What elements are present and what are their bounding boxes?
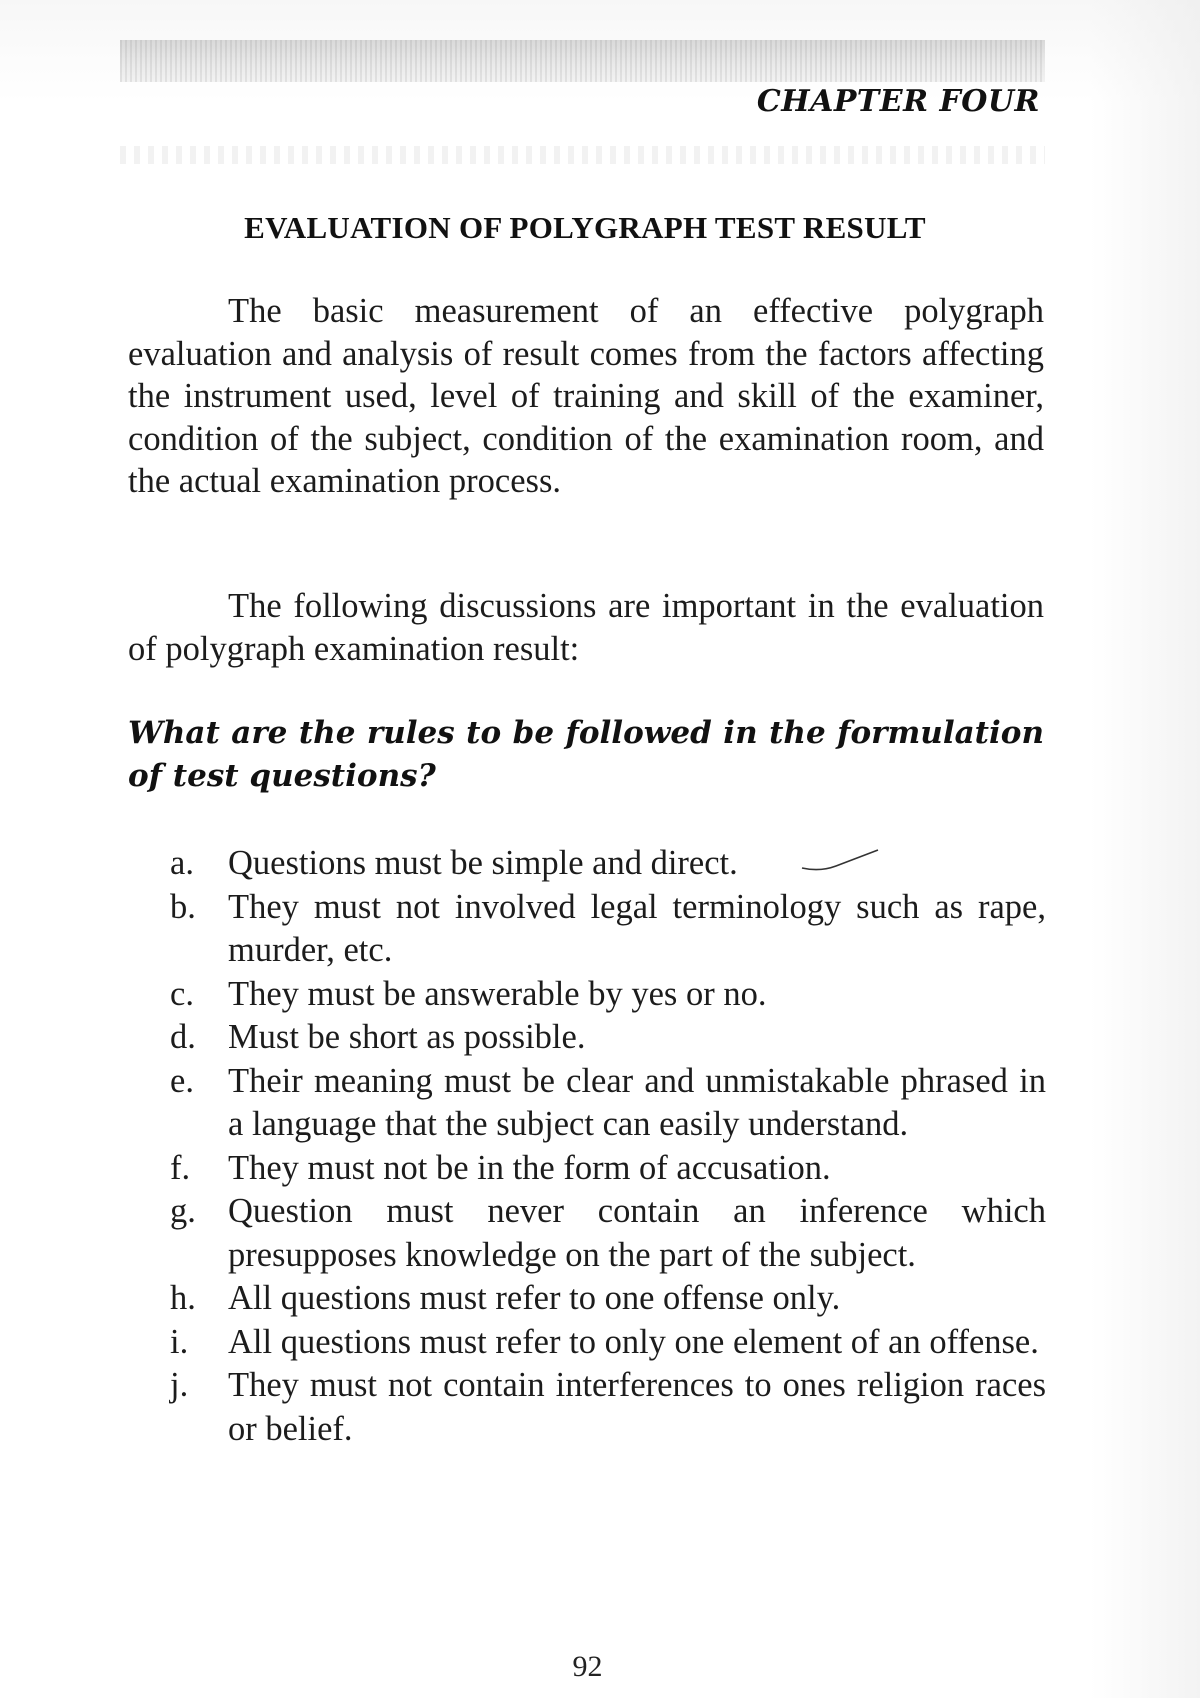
list-item	[170, 1364, 1046, 1451]
rules-list	[170, 842, 1046, 1451]
page-number: 92	[572, 1650, 603, 1683]
list-marker: i.	[170, 1322, 189, 1361]
chapter-label: CHAPTER FOUR	[756, 84, 1040, 119]
list-marker: j.	[170, 1366, 189, 1404]
list-marker: a.	[170, 844, 194, 882]
list-item	[170, 1016, 1046, 1060]
list-item	[170, 1277, 1046, 1321]
pen-check-mark-icon	[800, 846, 880, 876]
discussion-paragraph	[128, 585, 1044, 670]
list-marker: c.	[170, 974, 194, 1013]
intro-paragraph-text: The basic measurement of an effective polygraph evaluation and analysis of result comes from the factors affecting the instrument used, level of training and skill of the examiner, condition of the subject, condition of the examination room, and the actual examination process.	[128, 292, 1044, 500]
list-item-text: They must be answerable by yes or no.	[228, 974, 767, 1013]
bleed-through-text	[120, 146, 1045, 164]
list-item	[170, 1060, 1046, 1147]
list-item-text: They must not be in the form of accusation.	[228, 1148, 831, 1187]
list-item-text: All questions must refer to one offense only.	[228, 1279, 841, 1317]
list-item	[170, 973, 1046, 1017]
page-title: EVALUATION OF POLYGRAPH TEST RESULT	[244, 210, 926, 245]
list-item-text: All questions must refer to only one element of an offense.	[228, 1322, 1039, 1361]
list-item	[170, 1147, 1046, 1191]
list-item	[170, 1190, 1046, 1277]
list-item-text: Questions must be simple and direct.	[228, 844, 738, 882]
list-item-text: Must be short as possible.	[228, 1018, 586, 1056]
intro-paragraph	[128, 290, 1044, 503]
list-marker: b.	[170, 887, 196, 926]
list-marker: e.	[170, 1061, 194, 1100]
list-item	[170, 1321, 1046, 1365]
list-item	[170, 842, 1046, 886]
list-marker: d.	[170, 1018, 196, 1056]
page-edge-shadow	[1090, 0, 1200, 1698]
list-item-text: They must not contain interferences to ones religion races or belief.	[228, 1366, 1046, 1448]
list-item	[170, 886, 1046, 973]
list-marker: h.	[170, 1279, 196, 1317]
list-marker: f.	[170, 1148, 191, 1187]
list-item-text: Question must never contain an inference which presupposes knowledge on the part of the subject.	[228, 1192, 1046, 1274]
list-marker: g.	[170, 1192, 196, 1230]
header-band	[120, 40, 1045, 82]
list-item-text: They must not involved legal terminology such as rape, murder, etc.	[228, 887, 1046, 969]
question-heading: What are the rules to be followed in the formulation of test questions?	[128, 715, 1044, 794]
discussion-paragraph-text: The following discussions are important in the evaluation of polygraph examination result:	[128, 587, 1044, 668]
list-item-text: Their meaning must be clear and unmistakable phrased in a language that the subject can easily understand.	[228, 1061, 1046, 1143]
